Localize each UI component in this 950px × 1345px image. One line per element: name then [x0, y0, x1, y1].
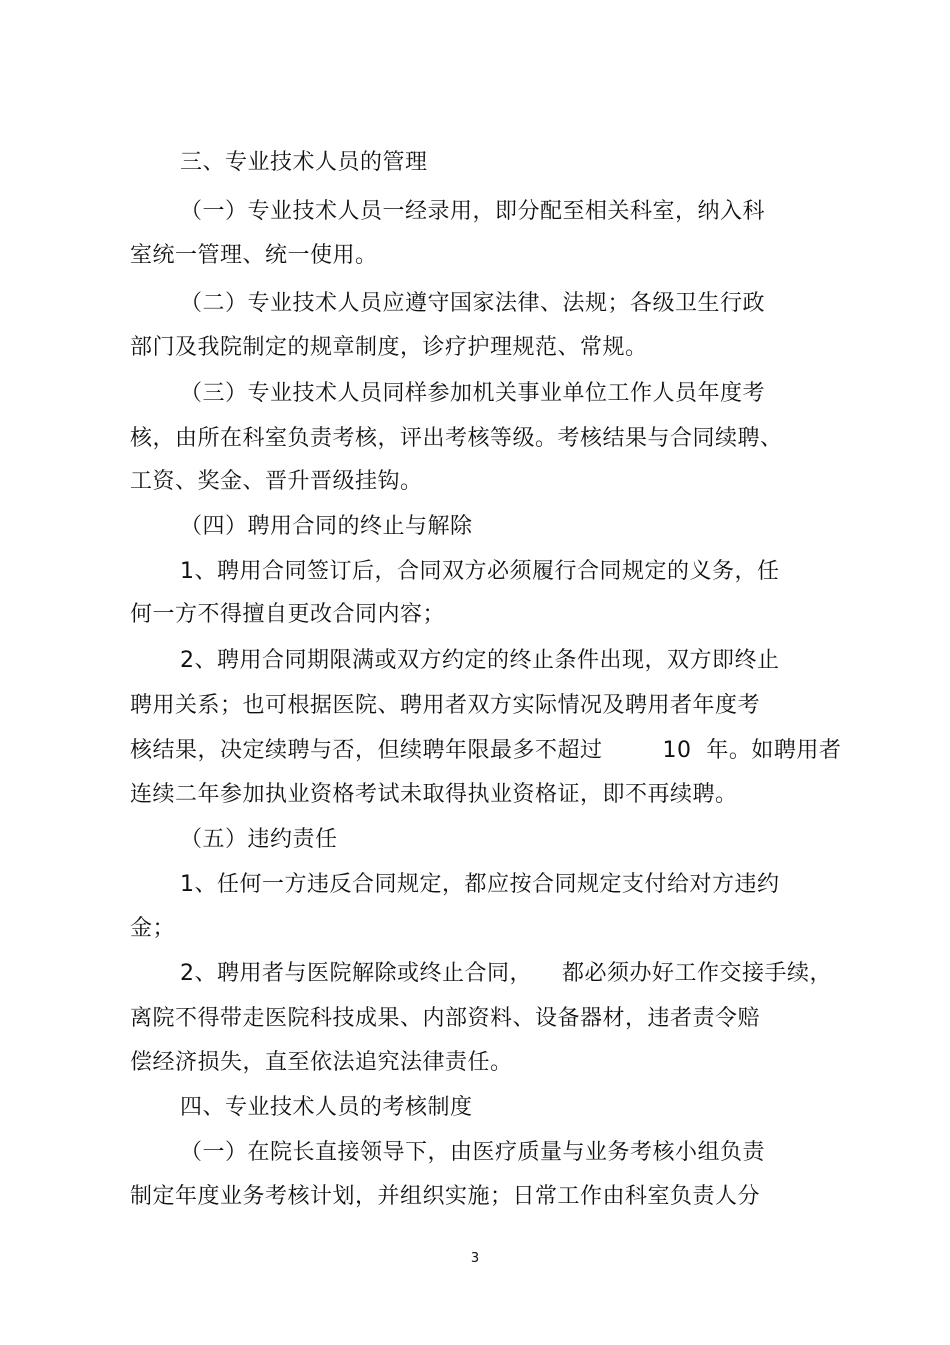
section-heading: 三、专业技术人员的管理	[180, 150, 428, 175]
paragraph-line: 何一方不得擅自更改合同内容；	[130, 602, 446, 627]
paragraph-line: 离院不得带走医院科技成果、内部资料、设备器材，违者责令赔	[130, 1006, 761, 1031]
paragraph-line: 2、聘用合同期限满或双方约定的终止条件出现，双方即终止	[180, 648, 780, 673]
paragraph-line: 1、聘用合同签订后，合同双方必须履行合同规定的义务，任	[180, 559, 780, 584]
paragraph-line: 金；	[130, 916, 176, 941]
page-number: 3	[470, 1251, 480, 1266]
paragraph-line: 核结果，决定续聘与否，但续聘年限最多不超过 10 年。如聘用者	[130, 738, 842, 763]
paragraph-line: 1、任何一方违反合同规定，都应按合同规定支付给对方违约	[180, 872, 780, 897]
paragraph-line: 部门及我院制定的规章制度，诊疗护理规范、常规。	[130, 335, 648, 360]
paragraph-line: 室统一管理、统一使用。	[130, 243, 378, 268]
section-heading: 四、专业技术人员的考核制度	[180, 1095, 473, 1120]
paragraph-line: 2、聘用者与医院解除或终止合同， 都必须办好工作交接手续，	[180, 961, 832, 986]
paragraph-line: （一）在院长直接领导下，由医疗质量与业务考核小组负责	[180, 1140, 766, 1165]
paragraph-line: 核，由所在科室负责考核，评出考核等级。考核结果与合同续聘、	[130, 426, 783, 451]
paragraph-line: 聘用关系；也可根据医院、聘用者双方实际情况及聘用者年度考	[130, 693, 761, 718]
subsection-heading: （五）违约责任	[180, 827, 338, 852]
paragraph-line: 偿经济损失，直至依法追究法律责任。	[130, 1050, 513, 1075]
subsection-heading: （四）聘用合同的终止与解除	[180, 514, 473, 539]
paragraph-line: （一）专业技术人员一经录用，即分配至相关科室，纳入科	[180, 199, 766, 224]
paragraph-line: （二）专业技术人员应遵守国家法律、法规；各级卫生行政	[180, 291, 766, 316]
paragraph-line: 工资、奖金、晋升晋级挂钩。	[130, 469, 423, 494]
paragraph-line: 制定年度业务考核计划，并组织实施；日常工作由科室负责人分	[130, 1184, 761, 1209]
paragraph-line: （三）专业技术人员同样参加机关事业单位工作人员年度考	[180, 381, 766, 406]
paragraph-line: 连续二年参加执业资格考试未取得执业资格证，即不再续聘。	[130, 782, 738, 807]
